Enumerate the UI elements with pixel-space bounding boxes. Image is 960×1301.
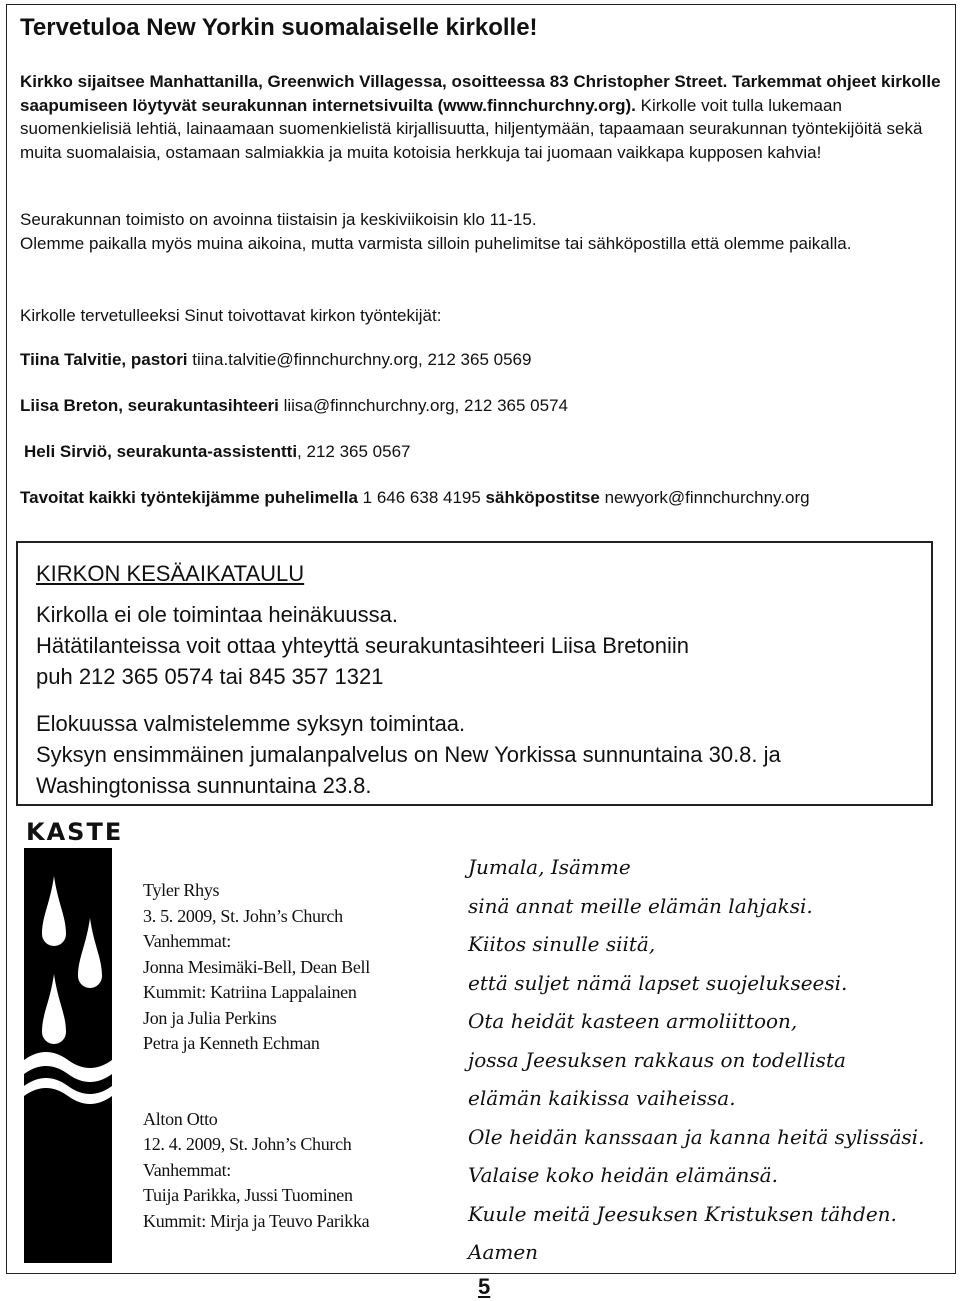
prayer-line: elämän kaikissa vaiheissa.	[468, 1086, 736, 1110]
staff-secretary	[20, 396, 568, 416]
schedule-line: Syksyn ensimmäinen jumalanpalvelus on New Yorkissa sunnuntaina 30.8. ja	[36, 742, 781, 767]
reach-email-label: sähköpostitse	[485, 488, 600, 507]
parents: Tuija Parikka, Jussi Tuominen	[143, 1185, 353, 1205]
staff-pastor	[20, 350, 531, 370]
schedule-text	[36, 599, 781, 801]
baptism-records	[143, 878, 370, 1234]
godparents: Jon ja Julia Perkins	[143, 1007, 277, 1028]
schedule-title: KIRKON KESÄAIKATAULU	[36, 561, 305, 586]
schedule-line: Elokuussa valmistelemme syksyn toimintaa.	[36, 711, 466, 736]
baptism-candle-icon	[24, 848, 112, 1263]
staff-name: Heli Sirviö, seurakunta-assistentti	[24, 442, 298, 461]
page-title: Tervetuloa New Yorkin suomalaiselle kirkolle!	[20, 14, 538, 41]
reach-all-line	[20, 488, 810, 508]
prayer-line: Kiitos sinulle siitä,	[468, 932, 656, 956]
prayer-line: Ole heidän kanssaan ja kanna heitä sylissäsi.	[468, 1124, 925, 1149]
intro-bold-text: Kirkko sijaitsee Manhattanilla, Greenwich Villagessa, osoitteessa 83 Christopher Street. Tarkemmat ohjeet kirkolle saapumiseen löytyvät seurakunnan internetsivuilta (www.finnchurchny.org).	[20, 72, 941, 115]
schedule-line: Hätätilanteissa voit ottaa yhteyttä seurakuntasihteeri Liisa Bretoniin	[36, 633, 690, 658]
staff-assistant	[24, 442, 411, 462]
reach-phone-label: Tavoitat kaikki työntekijämme puhelimella	[20, 488, 358, 507]
staff-contact: tiina.talvitie@finnchurchny.org, 212 365 0569	[187, 350, 532, 369]
schedule-line: Kirkolla ei ole toimintaa heinäkuussa.	[36, 602, 398, 627]
intro-body-text: Kirkolle voit tulla lukemaan suomenkielisiä lehtiä, lainaamaan suomenkielistä kirjallisuutta, hiljentymään, tapaamaan seurakunnan työntekijöitä sekä muita suomalaisia, ostamaan salmiakkia ja muita kotoisia herkkuja tai juomaan vaikkapa kupposen kahvia!	[20, 95, 923, 162]
reach-email: newyork@finnchurchny.org	[599, 488, 810, 507]
child-name: Alton Otto	[143, 1108, 218, 1129]
godparents: Kummit: Katriina Lappalainen	[143, 982, 357, 1002]
godparents: Kummit: Mirja ja Teuvo Parikka	[143, 1210, 370, 1231]
prayer-line: Aamen	[468, 1240, 539, 1264]
staff-contact: liisa@finnchurchny.org, 212 365 0574	[278, 396, 568, 415]
prayer-line: että suljet nämä lapset suojelukseesi.	[468, 970, 848, 995]
reach-phone: 1 646 638 4195	[357, 488, 486, 507]
schedule-line: Washingtonissa sunnuntaina 23.8.	[36, 773, 372, 798]
staff-name: Liisa Breton, seurakuntasihteeri	[20, 396, 279, 415]
page-number: 5	[478, 1274, 491, 1299]
baptism-prayer	[468, 848, 924, 1272]
staff-contact: , 212 365 0567	[297, 442, 411, 461]
parents-label: Vanhemmat:	[143, 1159, 231, 1180]
kaste-heading: KASTE	[26, 818, 124, 846]
baptism-date: 12. 4. 2009, St. John’s Church	[143, 1134, 352, 1154]
baptism-date: 3. 5. 2009, St. John’s Church	[143, 905, 343, 926]
baptism-record-2	[143, 1107, 370, 1235]
staff-name: Tiina Talvitie, pastori	[20, 350, 188, 369]
prayer-line: Kuule meitä Jeesuksen Kristuksen tähden.	[468, 1201, 897, 1226]
prayer-line: jossa Jeesuksen rakkaus on todellista	[468, 1047, 846, 1072]
welcome-line: Kirkolle tervetulleeksi Sinut toivottavat kirkon työntekijät:	[20, 306, 442, 325]
parents-label: Vanhemmat:	[143, 931, 231, 951]
child-name: Tyler Rhys	[143, 880, 220, 900]
intro-paragraph	[20, 70, 945, 164]
prayer-line: Ota heidät kasteen armoliittoon,	[468, 1009, 798, 1033]
office-hours-line: Seurakunnan toimisto on avoinna tiistaisin ja keskiviikoisin klo 11-15.	[20, 210, 537, 229]
schedule-line: puh 212 365 0574 tai 845 357 1321	[36, 664, 384, 689]
prayer-line: Valaise koko heidän elämänsä.	[468, 1163, 778, 1187]
office-hours	[20, 208, 945, 255]
prayer-line: Jumala, Isämme	[468, 855, 631, 879]
prayer-line: sinä annat meille elämän lahjaksi.	[468, 893, 813, 918]
availability-note: Olemme paikalla myös muina aikoina, mutta varmista silloin puhelimitse tai sähköpostilla että olemme paikalla.	[20, 233, 852, 253]
summer-schedule-box	[16, 541, 933, 806]
baptism-record-1	[143, 878, 370, 1057]
godparents: Petra ja Kenneth Echman	[143, 1033, 320, 1053]
parents: Jonna Mesimäki-Bell, Dean Bell	[143, 956, 370, 977]
